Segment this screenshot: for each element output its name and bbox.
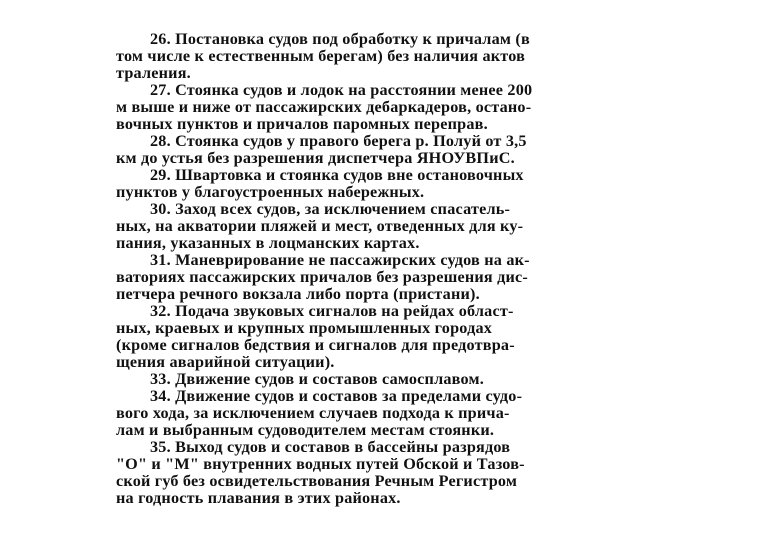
line-34-3: лам и выбранным судоводителем местам стоянки. [116, 421, 495, 439]
line-32-4: щения аварийной ситуации). [116, 353, 335, 371]
line-28-1: 28. Стоянка судов у правого берега р. Полуй от 3,5 [150, 132, 527, 150]
line-35-1: 35. Выход судов и составов в бассейны разрядов [150, 438, 511, 456]
line-32-1: 32. Подача звуковых сигналов на рейдах област- [150, 302, 514, 320]
document-page [116, 30, 682, 530]
line-29-2: пунктов у благоустроенных набережных. [116, 183, 425, 201]
line-32-3: (кроме сигналов бедствия и сигналов для предотвра- [116, 336, 515, 354]
line-30-3: пания, указанных в лоцманских картах. [116, 234, 420, 252]
line-31-1: 31. Маневрирование не пассажирских судов на ак- [150, 251, 530, 269]
line-31-2: ваториях пассажирских причалов без разрешения дис- [116, 268, 528, 286]
line-35-2: "О" и "М" внутренних водных путей Обской и Тазов- [116, 455, 525, 473]
line-28-2: км до устья без разрешения диспетчера ЯНОУВПиС. [116, 149, 515, 167]
line-26-2: том числе к естественным берегам) без наличия актов [116, 47, 526, 65]
line-32-2: ных, краевых и крупных промышленных городах [116, 319, 493, 337]
line-26-3: траления. [116, 64, 191, 82]
line-29-1: 29. Швартовка и стоянка судов вне остановочных [150, 166, 524, 184]
line-33-1: 33. Движение судов и составов самосплавом. [150, 370, 484, 388]
line-30-2: ных, на акватории пляжей и мест, отведенных для ку- [116, 217, 524, 235]
line-31-3: петчера речного вокзала либо порта (пристани). [116, 285, 480, 303]
line-34-2: вого хода, за исключением случаев подхода к прича- [116, 404, 510, 422]
line-27-3: вочных пунктов и причалов паромных переправ. [116, 115, 488, 133]
line-35-4: на годность плавания в этих районах. [116, 489, 401, 507]
line-35-3: ской губ без освидетельствования Речным Регистром [116, 472, 518, 490]
line-27-1: 27. Стоянка судов и лодок на расстоянии менее 200 [150, 81, 533, 99]
line-30-1: 30. Заход всех судов, за исключением спасатель- [150, 200, 511, 218]
line-34-1: 34. Движение судов и составов за пределами судо- [150, 387, 523, 405]
line-26-1: 26. Постановка судов под обработку к причалам (в [150, 30, 530, 48]
line-27-2: м выше и ниже от пассажирских дебаркадеров, остано- [116, 98, 532, 116]
